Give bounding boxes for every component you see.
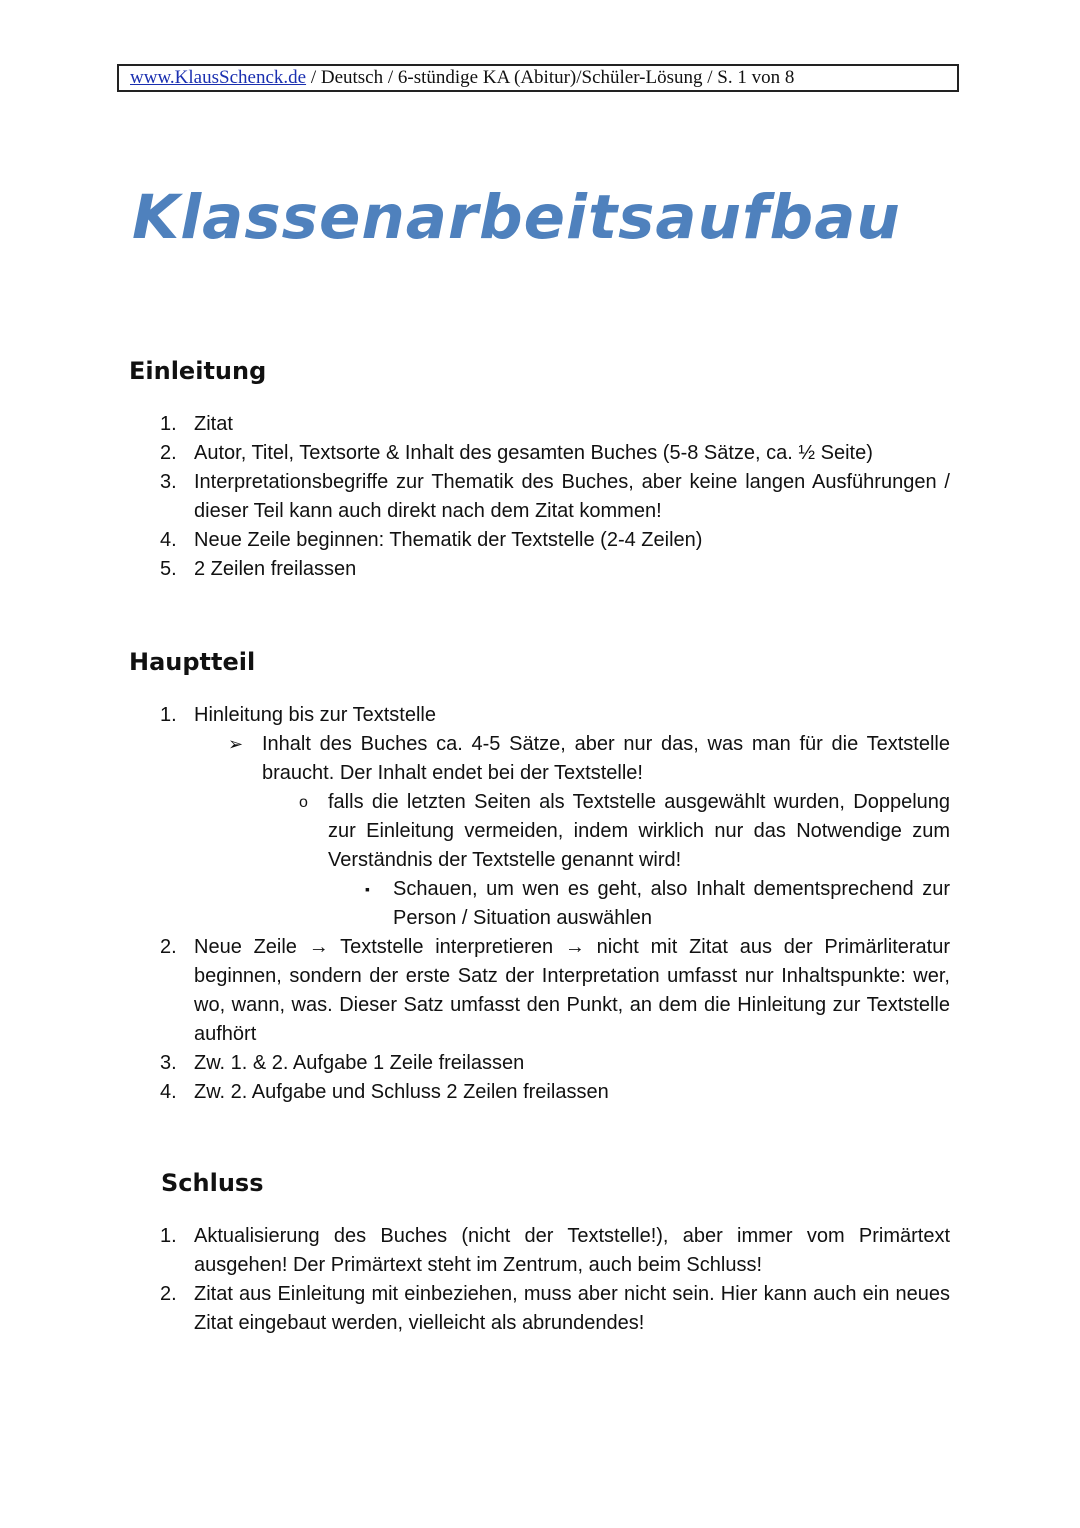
list-item bbox=[160, 410, 950, 439]
list-text: Zw. 1. & 2. Aufgabe 1 Zeile freilassen bbox=[194, 1052, 525, 1074]
list-item bbox=[160, 468, 950, 526]
website-link[interactable]: www.KlausSchenck.de bbox=[130, 67, 307, 88]
section-heading-hauptteil: Hauptteil bbox=[129, 648, 256, 676]
list-text: Zitat aus Einleitung mit einbeziehen, muss aber nicht sein. Hier kann auch ein neues Zitat eingebaut werden, vielleicht als abrundendes! bbox=[194, 1283, 950, 1334]
list-text: Autor, Titel, Textsorte & Inhalt des gesamten Buches (5-8 Sätze, ca. ½ Seite) bbox=[194, 442, 873, 464]
list-text: Hinleitung bis zur Textstelle bbox=[194, 704, 436, 726]
sub-list-item bbox=[360, 875, 950, 933]
list-text: Interpretationsbegriffe zur Thematik des Buches, aber keine langen Ausführungen / dieser Teil kann auch direkt nach dem Zitat kommen! bbox=[194, 471, 950, 522]
list-text: Zitat bbox=[194, 413, 233, 435]
list-item bbox=[160, 439, 950, 468]
list-number: 3. bbox=[160, 471, 177, 493]
circle-bullet-icon: o bbox=[299, 794, 308, 811]
list-number: 1. bbox=[160, 413, 177, 435]
list-item bbox=[160, 1078, 950, 1107]
sub-list-item bbox=[295, 788, 950, 875]
list-text: Aktualisierung des Buches (nicht der Textstelle!), aber immer vom Primärtext ausgehen! Der Primärtext steht im Zentrum, auch beim Schluss! bbox=[194, 1225, 950, 1276]
list-number: 4. bbox=[160, 529, 177, 551]
sub-list-text: Inhalt des Buches ca. 4-5 Sätze, aber nur das, was man für die Textstelle braucht. Der Inhalt endet bei der Textstelle! bbox=[262, 733, 950, 784]
hauptteil-list bbox=[160, 701, 950, 1107]
section-heading-schluss: Schluss bbox=[161, 1169, 264, 1197]
list-text: Neue Zeile → Textstelle interpretieren → nicht mit Zitat aus der Primärliteratur beginnen, sondern der erste Satz der Interpretation umfasst nur Inhaltspunkte: wer, wo, wann, was. Dieser Satz umfasst den Punkt, an dem die Hinleitung zur Textstelle aufhört bbox=[194, 936, 950, 1045]
list-item bbox=[160, 933, 950, 1049]
einleitung-list bbox=[160, 410, 950, 584]
list-text: Neue Zeile beginnen: Thematik der Textstelle (2-4 Zeilen) bbox=[194, 529, 703, 551]
list-number: 1. bbox=[160, 704, 177, 726]
page-title: Klassenarbeitsaufbau bbox=[132, 182, 901, 253]
header-info: / Deutsch / 6-stündige KA (Abitur)/Schüler-Lösung / S. 1 von 8 bbox=[306, 67, 795, 88]
list-item bbox=[160, 1280, 950, 1338]
section-heading-einleitung: Einleitung bbox=[129, 357, 267, 385]
list-number: 2. bbox=[160, 442, 177, 464]
list-number: 2. bbox=[160, 936, 177, 958]
list-number: 3. bbox=[160, 1052, 177, 1074]
page-header bbox=[117, 64, 959, 92]
list-number: 1. bbox=[160, 1225, 177, 1247]
sub-list-text: Schauen, um wen es geht, also Inhalt dementsprechend zur Person / Situation auswählen bbox=[393, 878, 950, 929]
arrow-bullet-icon: ➢ bbox=[228, 734, 244, 754]
list-number: 4. bbox=[160, 1081, 177, 1103]
list-item bbox=[160, 555, 950, 584]
list-text: Zw. 2. Aufgabe und Schluss 2 Zeilen freilassen bbox=[194, 1081, 609, 1103]
list-item bbox=[160, 526, 950, 555]
list-number: 5. bbox=[160, 558, 177, 580]
list-text: 2 Zeilen freilassen bbox=[194, 558, 357, 580]
sub-list-text: falls die letzten Seiten als Textstelle ausgewählt wurden, Doppelung zur Einleitung vermeiden, indem wirklich nur das Notwendige zum Verständnis der Textstelle genannt wird! bbox=[328, 791, 950, 871]
list-number: 2. bbox=[160, 1283, 177, 1305]
square-bullet-icon: ▪ bbox=[365, 881, 370, 897]
list-item bbox=[160, 1049, 950, 1078]
schluss-list bbox=[160, 1222, 950, 1338]
list-item bbox=[160, 1222, 950, 1280]
list-item bbox=[160, 701, 950, 730]
sub-list-item bbox=[228, 730, 950, 788]
